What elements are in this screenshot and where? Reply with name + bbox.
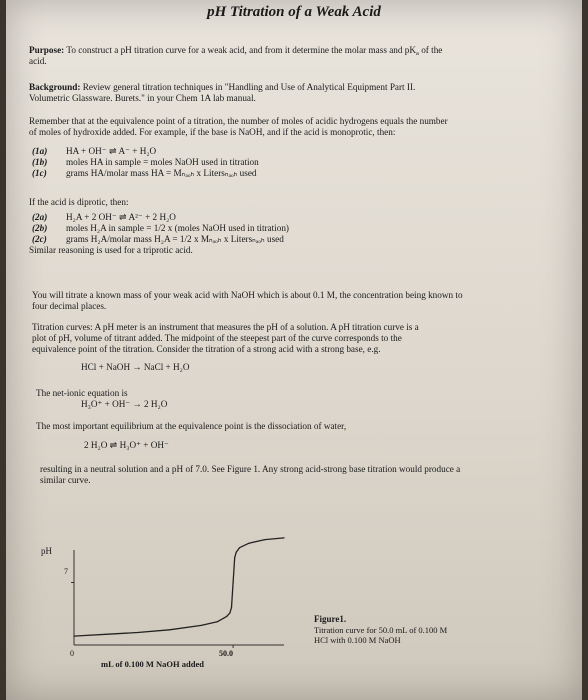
eq-1a-text: HA + OH⁻ ⇌ A⁻ + H₂O <box>66 146 157 156</box>
titrate-line-1: You will titrate a known mass of your weak acid with NaOH which is about 0.1 M, the concentration being known to <box>32 290 463 300</box>
purpose-label: Purpose: <box>29 45 65 55</box>
triprotic-note: Similar reasoning is used for a triprotic acid. <box>29 245 193 255</box>
purpose-line-2: acid. <box>29 56 47 66</box>
curve-data-point <box>169 629 170 630</box>
figure-caption-1: Titration curve for 50.0 mL of 0.100 M <box>314 625 448 635</box>
document-page <box>6 0 582 700</box>
curve-data-point <box>233 582 234 583</box>
titrate-line-2: four decimal places. <box>32 301 107 311</box>
background-label: Background: <box>29 82 81 92</box>
remember-line-2: of moles of hydroxide added. For example, if the base is NaOH, and if the acid is monoprotic, then: <box>29 127 396 137</box>
curve-data-point <box>217 621 218 622</box>
curves-line-2: plot of pH, volume of titrant added. The midpoint of the steepest part of the curve corresponds to the <box>32 333 402 343</box>
curve-data-point <box>283 537 284 538</box>
curve-data-point <box>248 543 249 544</box>
net-ionic-label: The net-ionic equation is <box>36 388 128 398</box>
eq-2c-text: grams H₂A/molar mass H₂A = 1/2 x Mₙₐₒₕ x Litersₙₐₒₕ used <box>66 234 284 244</box>
eq-net-ionic: H₃O⁺ + OH⁻ → 2 H₂O <box>81 399 168 409</box>
page-title: pH Titration of a Weak Acid <box>207 4 381 20</box>
resulting-line-1: resulting in a neutral solution and a pH of 7.0. See Figure 1. Any strong acid-strong base titration would produce a <box>40 464 461 474</box>
x-tick-label-50: 50.0 <box>219 649 233 658</box>
figure-caption-2: HCl with 0.100 M NaOH <box>314 635 401 645</box>
chart-x-label: mL of 0.100 M NaOH added <box>101 659 204 669</box>
curve-data-point <box>105 634 106 635</box>
eq-water: 2 H₂O ⇌ H₃O⁺ + OH⁻ <box>84 440 169 450</box>
curve-data-point <box>236 552 237 553</box>
eq-2b-label: (2b) <box>32 223 48 233</box>
eq-hcl-naoh: HCl + NaOH → NaCl + H₂O <box>81 362 190 372</box>
titration-chart <box>6 0 582 700</box>
curve-data-point <box>264 539 265 540</box>
curve-data-point <box>201 625 202 626</box>
curve-data-point <box>234 557 235 558</box>
y-tick-label: 7 <box>64 567 68 576</box>
curve-data-point <box>239 547 240 548</box>
curve-data-point <box>231 607 232 608</box>
eq-1b-label: (1b) <box>32 157 48 167</box>
figure-label: Figure1. <box>314 614 347 624</box>
curve-data-point <box>226 616 227 617</box>
background-text: Review general titration techniques in "Handling and Use of Analytical Equipment Part II. <box>82 82 416 92</box>
remember-line-1: Remember that at the equivalence point of a titration, the number of moles of acidic hydrogens equals the number <box>29 116 448 126</box>
pka-subscript: a <box>416 50 419 57</box>
x-tick-label-0: 0 <box>70 649 74 658</box>
titration-curve-line <box>74 538 284 636</box>
chart-y-label: pH <box>41 546 52 556</box>
important-equilibrium: The most important equilibrium at the equivalence point is the dissociation of water, <box>36 421 347 431</box>
eq-1a-label: (1a) <box>32 146 48 156</box>
eq-1c-text: grams HA/molar mass HA = Mₙₐₒₕ x Litersₙₐₒₕ used <box>66 168 257 178</box>
eq-1b-text: moles HA in sample = moles NaOH used in titration <box>66 157 259 167</box>
curve-data-point <box>73 636 74 637</box>
curve-data-point <box>229 612 230 613</box>
purpose-tail: of the <box>418 45 443 55</box>
eq-2c-label: (2c) <box>32 234 47 244</box>
eq-2b-text: moles H₂A in sample = 1/2 x (moles NaOH used in titration) <box>66 223 289 233</box>
curves-line-3: equivalence point of the titration. Consider the titration of a strong acid with a strong base, e.g. <box>32 344 381 354</box>
curve-data-point <box>137 632 138 633</box>
diprotic-intro: If the acid is diprotic, then: <box>29 197 129 207</box>
eq-2a-text: H₂A + 2 OH⁻ ⇌ A²⁻ + 2 H₂O <box>66 212 176 222</box>
background-line-2: Volumetric Glassware. Burets." in your Chem 1A lab manual. <box>29 93 256 103</box>
resulting-line-2: similar curve. <box>40 475 91 485</box>
eq-2a-label: (2a) <box>32 212 48 222</box>
purpose-text: To construct a pH titration curve for a weak acid, and from it determine the molar mass and pK <box>66 45 416 55</box>
eq-1c-label: (1c) <box>32 168 47 178</box>
curves-line-1: Titration curves: A pH meter is an instrument that measures the pH of a solution. A pH titration curve is a <box>32 322 419 332</box>
